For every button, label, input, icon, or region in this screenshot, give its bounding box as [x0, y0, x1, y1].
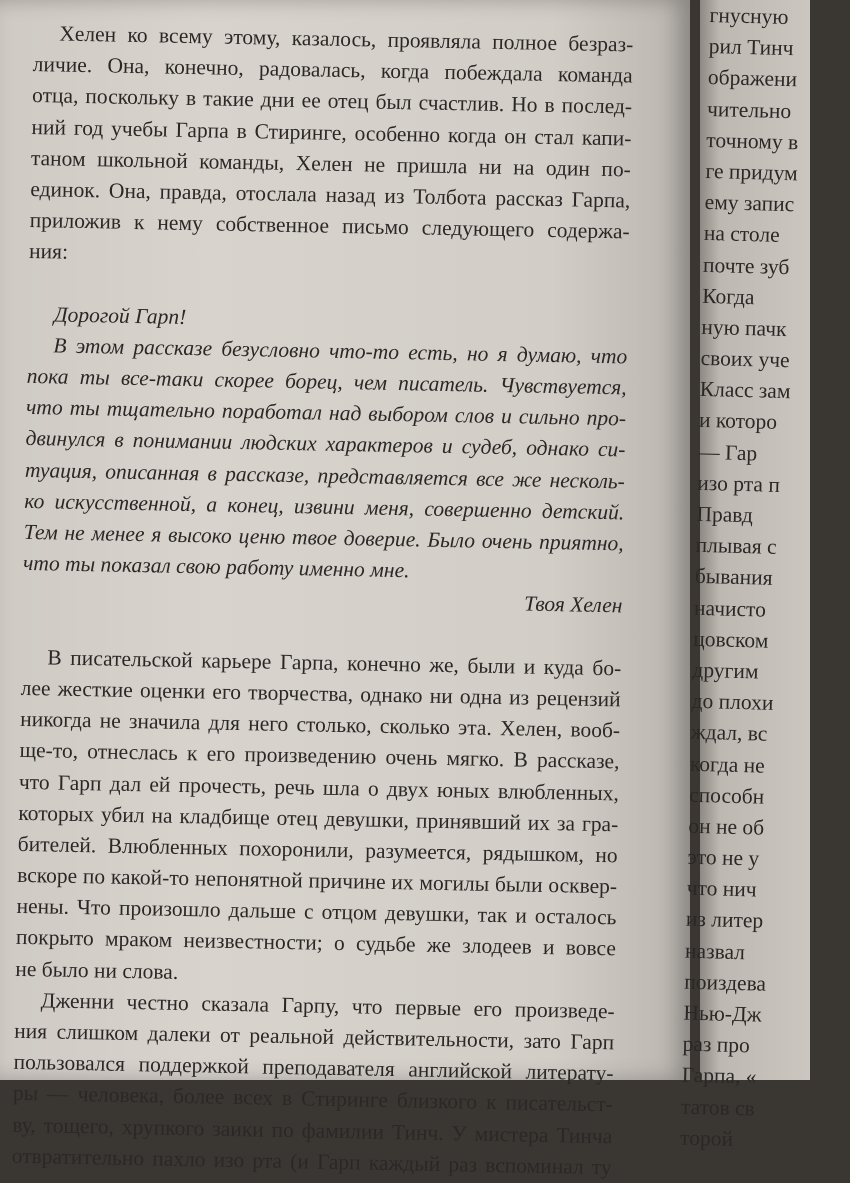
text-line: отца, поскольку в такие дни ее отец был счастлив. Но в послед-: [31, 83, 633, 119]
right-page-line: ждал, вс: [690, 720, 768, 747]
text-line: нены. Что произошло дальше с отцом девушки, так и осталось: [16, 894, 617, 930]
right-page-line: рил Тинч: [708, 34, 794, 61]
text-line: Хелен ко всему этому, казалось, проявляла полное безраз-: [59, 21, 634, 57]
text-line: В писательской карьере Гарпа, конечно же, были и куда бо-: [47, 645, 622, 681]
right-page-line: гнусную: [709, 2, 789, 30]
right-page-line: ную пачк: [701, 314, 787, 341]
letter-line: В этом рассказе безусловно что-то есть, но я думаю, что: [53, 333, 628, 369]
text-line: отвратительно пахло изо рта (и Гарп каждый раз вспоминал ту: [11, 1143, 612, 1180]
right-page-line: плывая с: [695, 533, 777, 560]
letter-line: двинулся в понимании людских характеров и судеб, однако си-: [25, 426, 626, 462]
right-page-line: цовском: [692, 626, 769, 653]
text-line: Дженни честно сказала Гарпу, что первые его произведе-: [40, 988, 615, 1024]
text-line: которых убил на кладбище отец девушки, принявший их за гра-: [18, 800, 619, 837]
paragraph-2: [15, 642, 621, 997]
letter-line: что ты тщательно поработал над выбором слов и сильно про-: [25, 395, 627, 431]
text-line: покрыто мраком неизвестности; о судьбе же злодеев и вовсе: [15, 925, 617, 961]
letter-line: ко искусственной, а конец, извини меня, совершенно детский.: [24, 488, 625, 525]
right-page-line: способн: [688, 782, 765, 809]
right-book-page: [679, 0, 810, 1151]
right-page-line: раз про: [682, 1031, 751, 1058]
right-page-line: Правд: [696, 501, 754, 528]
letter-greeting: Дорогой Гарп!: [53, 302, 187, 329]
letter-line: пока ты все-таки скорее борец, чем писатель. Чувствуется,: [26, 363, 627, 400]
right-page-line: ображени: [707, 65, 798, 92]
right-page-line: и которо: [698, 408, 778, 435]
right-page-line: Гарпа, «: [681, 1063, 757, 1089]
right-page-line: Когда: [701, 283, 755, 309]
letter-line: Тем не менее я высоко ценю твое доверие. Было очень приятно,: [23, 519, 624, 556]
right-page-line: Нью-Дж: [683, 1000, 762, 1027]
right-page-line: начисто: [693, 595, 767, 622]
text-line: не было ни слова.: [15, 956, 179, 984]
right-page-line: это не у: [687, 844, 760, 871]
right-page-line: татов св: [680, 1094, 756, 1121]
right-page-line: точному в: [706, 127, 799, 155]
right-page-line: почте зуб: [702, 252, 790, 279]
text-line: приложив к нему собственное письмо следующего содержа-: [29, 208, 630, 244]
right-page-line: Класс зам: [699, 377, 791, 404]
letter-block: [22, 299, 628, 622]
text-line: ний год учебы Гарпа в Стиринге, особенно когда он стал капи-: [31, 114, 632, 151]
right-page-text: [680, 0, 850, 1157]
text-line: ры — человека, более всех в Стиринге близкого к писательст-: [12, 1081, 614, 1117]
paragraph-3: [12, 985, 615, 1183]
letter-body: [23, 330, 628, 591]
page-text: [12, 0, 634, 1183]
right-page-line: на столе: [703, 221, 781, 248]
text-line: единок. Она, правда, отослала назад из Толбота рассказ Гарпа,: [30, 176, 631, 213]
right-page-line: поиздева: [683, 969, 767, 996]
letter-line: что ты показал свою работу именно мне.: [22, 551, 410, 583]
text-line: ще-то, отнеслась к его произведению очень мягко. В рассказе,: [19, 738, 620, 774]
text-line: что Гарп дал ей прочесть, речь шла о двух юных влюбленных,: [18, 769, 620, 805]
paragraph-1: [29, 18, 634, 279]
letter-line: туация, описанная в рассказе, представляется все же несколь-: [24, 457, 626, 494]
text-line: ния слишком далеки от реальной действительности, зато Гарп: [13, 1018, 615, 1055]
right-page-line: он не об: [688, 813, 765, 840]
text-line: ния:: [28, 239, 69, 265]
right-page-line: назвал: [684, 938, 746, 964]
right-page-line: торой: [679, 1125, 734, 1151]
right-page-line: когда не: [689, 751, 766, 778]
text-line: вскоре по какой-то непонятной причине их могилы были осквер-: [16, 862, 618, 899]
right-page-line: бывания: [694, 564, 773, 591]
text-line: таном школьной команды, Хелен не пришла ни на один по-: [30, 145, 632, 182]
right-page-line: изо рта п: [697, 470, 781, 497]
right-page-line: до плохи: [691, 688, 774, 716]
right-page-line: ге придум: [705, 158, 799, 186]
right-page-line: чительно: [706, 96, 792, 123]
right-page-line: ему запис: [704, 190, 795, 217]
right-page-line: что нич: [686, 875, 757, 902]
text-line: личие. Она, конечно, радовалась, когда побеждала команда: [32, 52, 633, 88]
right-page-line: другим: [692, 657, 759, 684]
text-line: лее жесткие оценки его творчества, однако ни одна из рецензий: [20, 675, 621, 712]
letter-signature: Твоя Хелен: [523, 591, 623, 618]
text-line: ву, тощего, хрупкого заики по фамилии Тинч. У мистера Тинча: [12, 1112, 613, 1148]
right-page-line: — Гар: [697, 439, 758, 466]
text-line: никогда не значила для него столько, сколько эта. Хелен, вооб-: [19, 706, 621, 743]
right-page-line: своих уче: [700, 345, 790, 373]
text-line: пользовался поддержкой преподавателя английской литерату-: [13, 1049, 614, 1086]
right-page-line: из литер: [685, 907, 764, 934]
text-line: бителей. Влюбленных похоронили, разумеется, рядышком, но: [17, 831, 618, 868]
